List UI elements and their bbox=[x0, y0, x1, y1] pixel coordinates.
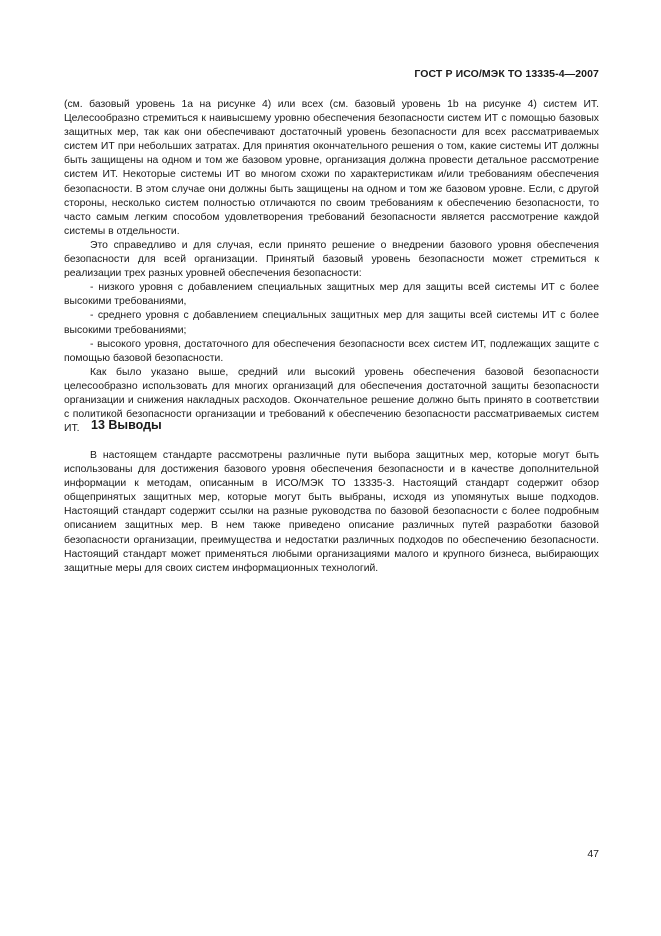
list-item-low-level: - низкого уровня с добавлением специальных защитных мер для защиты всей системы ИТ с более высокими требованиями, bbox=[64, 282, 599, 308]
paragraph-conclusions: В настоящем стандарте рассмотрены различные пути выбора защитных мер, которые могут быть использованы для достижения базового уровня обеспечения безопасности и в качестве дополнительной информации к методам, описанным в ИСО/МЭК ТО 13335-3. Настоящий стандарт содержит обзор общепринятых защитных мер, которые могут быть выбраны, исходя из упомянутых выше подходов. Настоящий стандарт содержит ссылки на разные руководства по базовой безопасности с более подробным описанием защитных мер. В нем также приведено описание различных путей разработки базовой безопасности организации, преимущества и недостатки различных подходов по обеспечению безопасности. Настоящий стандарт может применяться любыми организациями малого и крупного бизнеса, выбирающих защитные меры для своих систем информационных технологий. bbox=[64, 450, 599, 574]
conclusion-text bbox=[64, 449, 599, 576]
document-header-code: ГОСТ Р ИСО/МЭК ТО 13335-4—2007 bbox=[414, 68, 599, 80]
list-item-high-level: - высокого уровня, достаточного для обеспечения безопасности всех систем ИТ, подлежащих защите с помощью базовой безопасности. bbox=[64, 338, 599, 364]
section-heading-conclusions: 13 Выводы bbox=[91, 418, 162, 432]
paragraph-final-decision: Как было указано выше, средний или высокий уровень обеспечения базовой безопасности целесообразно использовать для многих организаций для обеспечения достаточной защиты безопасности организации и снижения накладных расходов. Окончательное решение должно быть принято в соответствии с политикой безопасности организации и требований к обеспечению безопасности рассматриваемых систем ИТ. bbox=[64, 366, 599, 435]
paragraph-organization-baseline: Это справедливо и для случая, если принято решение о внедрении базового уровня обеспечения безопасности для всей организации. Принятый базовый уровень безопасности может стремиться к реализации трех разных уровней обеспечения безопасности: bbox=[64, 239, 599, 280]
list-item-medium-level: - среднего уровня с добавлением специальных защитных мер для защиты всей системы ИТ с более высокими требованиями; bbox=[64, 310, 599, 336]
page-number: 47 bbox=[587, 848, 599, 860]
paragraph-baseline-levels: (см. базовый уровень 1а на рисунке 4) или всех (см. базовый уровень 1b на рисунке 4) систем ИТ. Целесообразно стремиться к наивысшему уровню обеспечения безопасности систем ИТ с помощью базовых защитных мер, так как они обеспечивают достаточный уровень безопасности для всех рассматриваемых систем ИТ при небольших затратах. Для принятия окончательного решения о том, какие системы ИТ должны быть защищены на одном и том же базовом уровне, организация должна провести детальное рассмотрение систем ИТ. Некоторые системы ИТ во многом схожи по характеристикам и/или требованиям обеспечения безопасности. В этом случае они должны быть защищены на одном и том же базовом уровне. Если, с другой стороны, несколько систем полностью отличаются по своим требованиям к обеспечению безопасности, то часто самым легким способом удовлетворения требований безопасности является рассмотрение каждой системы в отдельности. bbox=[64, 99, 599, 237]
body-text bbox=[64, 98, 599, 436]
